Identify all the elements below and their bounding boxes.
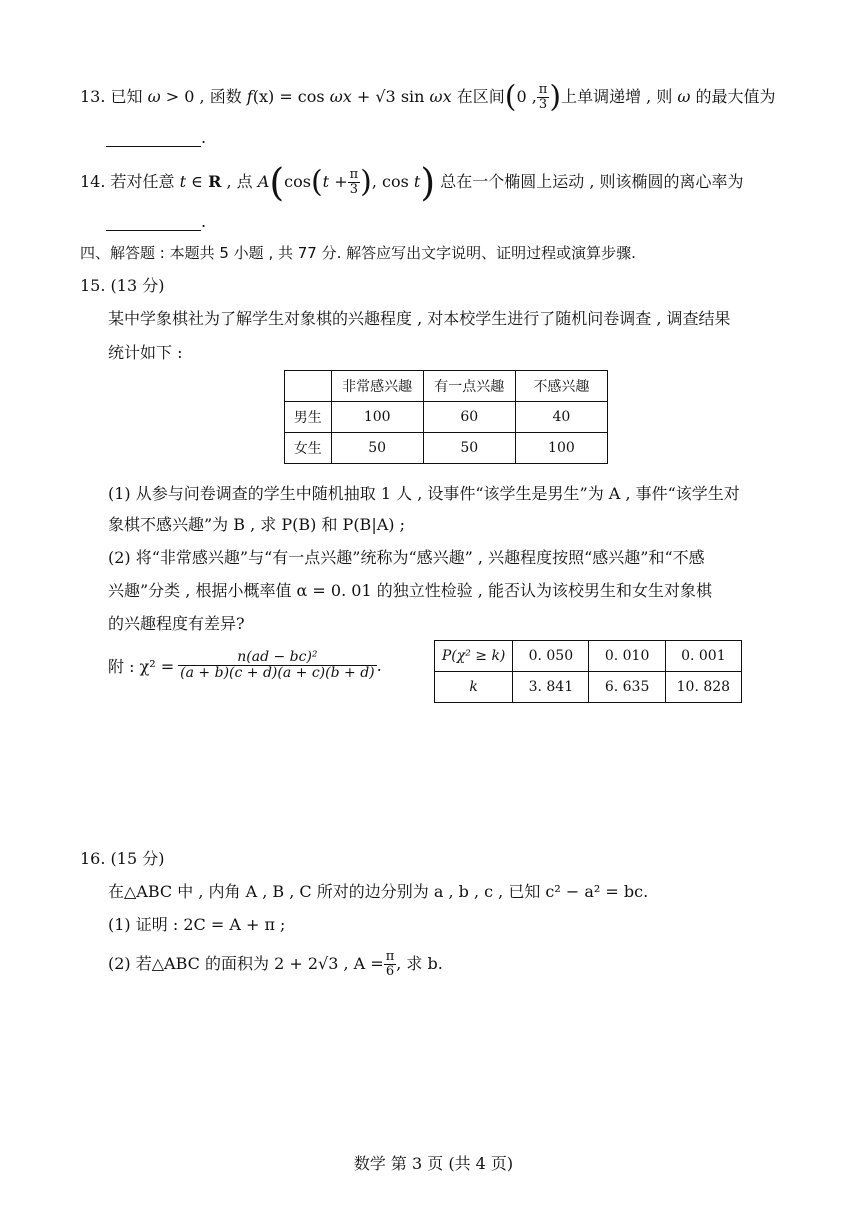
q16-header: 16. (15 分) xyxy=(80,849,165,868)
table-row: 男生 100 60 40 xyxy=(285,402,608,433)
q15-header: 15. (13 分) xyxy=(80,276,165,295)
q16-part1: (1) 证明 : 2C = A + π ; xyxy=(108,915,286,934)
critical-value-table xyxy=(434,640,742,703)
answer-blank[interactable] xyxy=(106,212,201,231)
table-row: P(χ² ≥ k) 0. 050 0. 010 0. 001 xyxy=(435,641,742,672)
q15-part1-line1: (1) 从参与问卷调查的学生中随机抽取 1 人 , 设事件“该学生是男生”为 A , 事件“该学生对 xyxy=(108,484,740,503)
q14-answer-line: . xyxy=(106,212,206,231)
table-row: 女生 50 50 100 xyxy=(285,433,608,464)
section-heading: 四、解答题 : 本题共 5 小题 , 共 77 分. 解答应写出文字说明、证明过程或演算步骤. xyxy=(80,244,636,262)
q15-intro-line2: 统计如下 : xyxy=(108,343,183,362)
q14-line1: 14. 若对任意 t ∈ R , 点 A(cos(t + $\frac{\pi}{3}$ ), cos t) 总在一个椭圆上运动 , 则该椭圆的离心率为 xyxy=(80,160,744,205)
table-row: k 3. 841 6. 635 10. 828 xyxy=(435,672,742,703)
q15-part1-line2: 象棋不感兴趣”为 B , 求 P(B) 和 P(B|A) ; xyxy=(108,515,405,534)
q13-number: 13. xyxy=(80,87,106,106)
pi-over-3-fraction: $\frac{\pi}{3}$ xyxy=(349,167,359,197)
pi-over-6-fraction: $\frac{\pi}{6}$ xyxy=(385,949,395,979)
pi-over-3-fraction: $\frac{\pi}{3}$ xyxy=(538,82,548,112)
chi-square-formula: 附 : χ² = $\frac{\text{n(ad − bc)²}}{(a + b)(c + d)(a + c)(b + d)}$ . xyxy=(108,649,382,681)
q15-part2-line1: (2) 将“非常感兴趣”与“有一点兴趣”统称为“感兴趣” , 兴趣程度按照“感兴趣”和“不感 xyxy=(108,548,705,567)
formula-fraction: $\frac{\text{n(ad − bc)²}}{(a + b)(c + d)(a + c)(b + d)}$ xyxy=(180,649,375,681)
q14-number: 14. xyxy=(80,172,106,191)
q15-part2-line2: 兴趣”分类 , 根据小概率值 α = 0. 01 的独立性检验 , 能否认为该校男生和女生对象棋 xyxy=(108,581,712,600)
table-header-row: 非常感兴趣 有一点兴趣 不感兴趣 xyxy=(285,371,608,402)
survey-table xyxy=(284,370,608,464)
q13-answer-line: . xyxy=(106,128,206,147)
page-footer: 数学 第 3 页 (共 4 页) xyxy=(353,1154,514,1173)
q15-intro-line1: 某中学象棋社为了解学生对象棋的兴趣程度 , 对本校学生进行了随机问卷调查 , 调查结果 xyxy=(108,309,731,328)
q16-intro: 在△ABC 中 , 内角 A , B , C 所对的边分别为 a , b , c , 已知 c² − a² = bc. xyxy=(108,882,649,901)
q16-part2: (2) 若△ABC 的面积为 2 + 2√3 , A = $\frac{\pi}{6}$ , 求 b. xyxy=(108,949,443,979)
answer-blank[interactable] xyxy=(106,128,201,147)
q15-part2-line3: 的兴趣程度有差异? xyxy=(108,614,245,633)
q13-line1: 13. 已知 ω > 0 , 函数 f(x) = cos ωx + √3 sin ωx 在区间(0 , $\frac{\pi}{3}$ )上单调递增 , 则 ω 的最大值为 xyxy=(80,79,776,115)
